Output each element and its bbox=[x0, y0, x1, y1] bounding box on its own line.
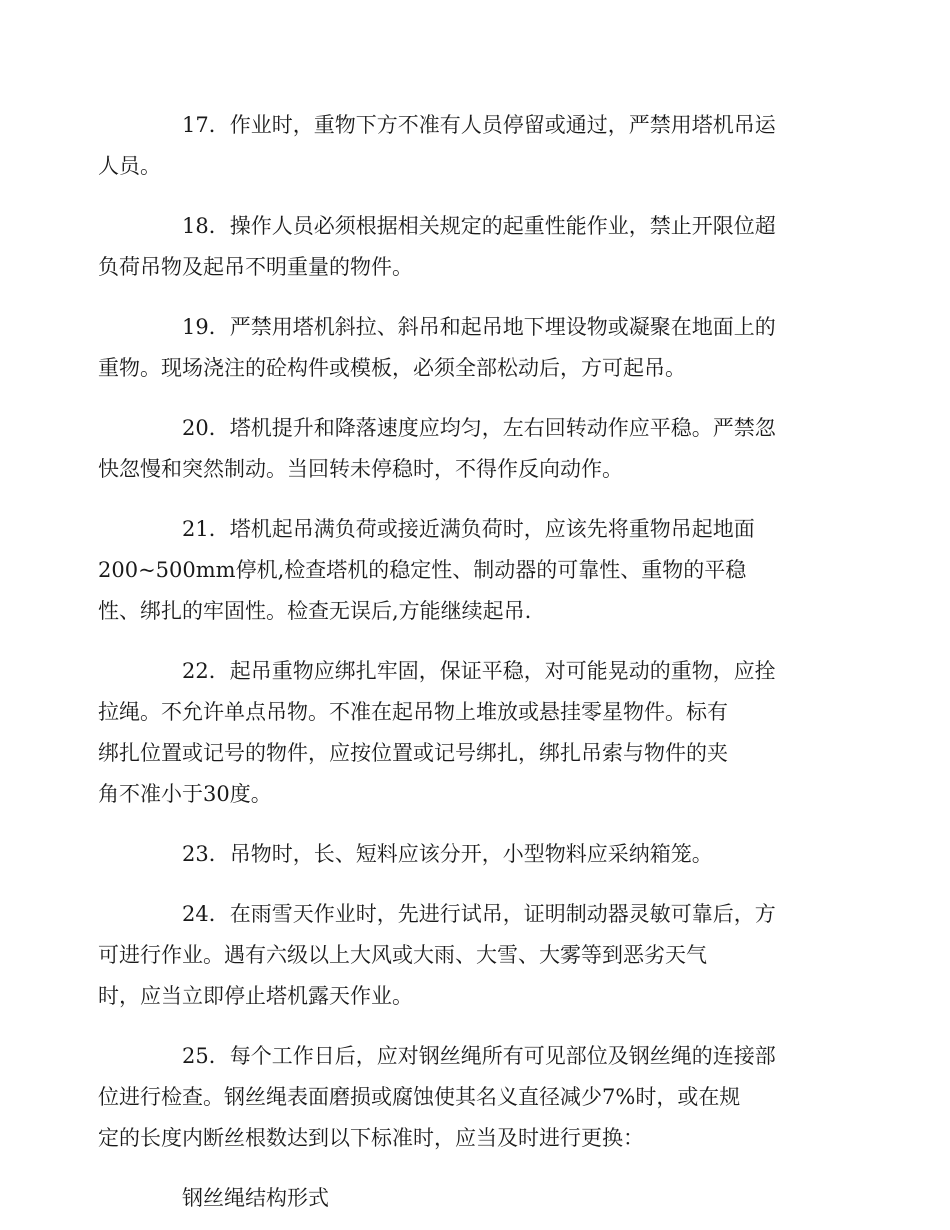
paragraph-line: 负荷吊物及起吊不明重量的物件。 bbox=[98, 255, 413, 279]
paragraph-line: 18．操作人员必须根据相关规定的起重性能作业，禁止开限位超 bbox=[182, 214, 776, 238]
paragraph-line: 17．作业时，重物下方不准有人员停留或通过，严禁用塔机吊运 bbox=[182, 113, 776, 137]
paragraph-7 bbox=[140, 834, 800, 875]
paragraph-9 bbox=[98, 1036, 800, 1159]
paragraph-3 bbox=[98, 307, 800, 389]
paragraph-line: 拉绳。不允许单点吊物。不准在起吊物上堆放或悬挂零星物件。标有 bbox=[98, 700, 728, 724]
paragraph-line: 定的长度内断丝根数达到以下标准时，应当及时进行更换： bbox=[98, 1126, 644, 1150]
paragraph-line: 时，应当立即停止塔机露天作业。 bbox=[98, 984, 413, 1008]
paragraph-line: 20．塔机提升和降落速度应均匀，左右回转动作应平稳。严禁忽 bbox=[182, 416, 776, 440]
paragraph-8 bbox=[98, 894, 800, 1017]
paragraph-line: 200~500mm停机,检查塔机的稳定性、制动器的可靠性、重物的平稳 bbox=[98, 558, 747, 582]
paragraph-line: 25．每个工作日后，应对钢丝绳所有可见部位及钢丝绳的连接部 bbox=[182, 1044, 776, 1068]
paragraph-line: 快忽慢和突然制动。当回转未停稳时，不得作反向动作。 bbox=[98, 457, 623, 481]
paragraph-line: 23．吊物时，长、短料应该分开，小型物料应采纳箱笼。 bbox=[182, 842, 713, 866]
paragraph-6 bbox=[98, 651, 800, 815]
subheading-wire-rope-structure: 钢丝绳结构形式 bbox=[182, 1186, 329, 1210]
paragraph-2 bbox=[98, 206, 800, 288]
paragraph-line: 性、绑扎的牢固性。检查无误后,方能继续起吊. bbox=[98, 599, 532, 623]
paragraph-4 bbox=[98, 408, 800, 490]
paragraph-line: 22．起吊重物应绑扎牢固，保证平稳，对可能晃动的重物，应拴 bbox=[182, 659, 776, 683]
paragraph-line: 重物。现场浇注的砼构件或模板，必须全部松动后，方可起吊。 bbox=[98, 356, 686, 380]
paragraph-line: 21．塔机起吊满负荷或接近满负荷时，应该先将重物吊起地面 bbox=[182, 517, 755, 541]
paragraph-line: 角不准小于30度。 bbox=[98, 782, 272, 806]
paragraph-line: 绑扎位置或记号的物件，应按位置或记号绑扎，绑扎吊索与物件的夹 bbox=[98, 741, 728, 765]
paragraph-line: 19．严禁用塔机斜拉、斜吊和起吊地下埋设物或凝聚在地面上的 bbox=[182, 315, 776, 339]
paragraph-line: 人员。 bbox=[98, 154, 161, 178]
paragraph-line: 可进行作业。遇有六级以上大风或大雨、大雪、大雾等到恶劣天气 bbox=[98, 943, 707, 967]
paragraph-1 bbox=[98, 105, 800, 187]
paragraph-line: 24．在雨雪天作业时，先进行试吊，证明制动器灵敏可靠后，方 bbox=[182, 902, 776, 926]
paragraph-5 bbox=[98, 509, 800, 632]
paragraph-line: 位进行检查。钢丝绳表面磨损或腐蚀使其名义直径减少7%时，或在规 bbox=[98, 1085, 741, 1109]
document-body bbox=[98, 105, 800, 1219]
